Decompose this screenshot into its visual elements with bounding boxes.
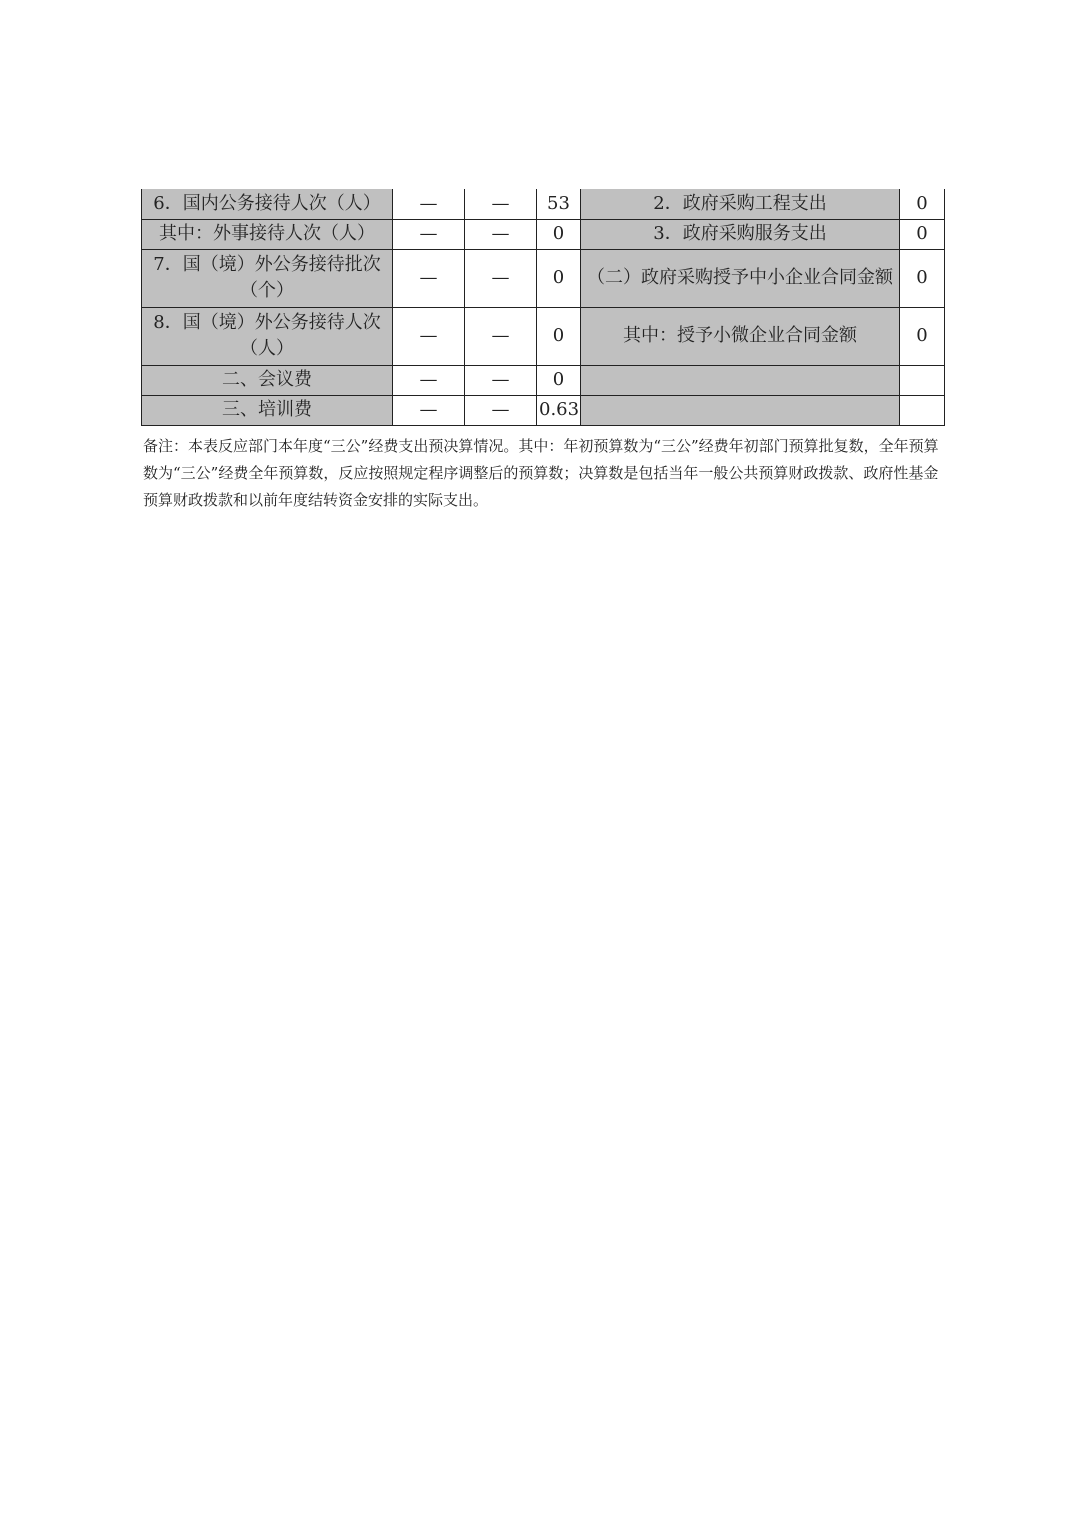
procurement-value bbox=[900, 395, 945, 425]
budget-initial-cell: — bbox=[393, 365, 465, 395]
final-account-cell: 0.63 bbox=[537, 395, 581, 425]
table-row bbox=[142, 365, 945, 395]
row-label: 6．国内公务接待人次（人） bbox=[142, 189, 393, 219]
procurement-label: 其中：授予小微企业合同金额 bbox=[581, 307, 900, 365]
budget-initial-cell: — bbox=[393, 189, 465, 219]
row-label: 8．国（境）外公务接待人次（人） bbox=[142, 307, 393, 365]
procurement-value: 0 bbox=[900, 219, 945, 249]
budget-full-year-cell: — bbox=[465, 307, 537, 365]
budget-initial-cell: — bbox=[393, 395, 465, 425]
table-row bbox=[142, 395, 945, 425]
table-row bbox=[142, 219, 945, 249]
table-row bbox=[142, 189, 945, 219]
procurement-label bbox=[581, 365, 900, 395]
budget-full-year-cell: — bbox=[465, 249, 537, 307]
table-row bbox=[142, 307, 945, 365]
procurement-value: 0 bbox=[900, 189, 945, 219]
row-label: 7．国（境）外公务接待批次（个） bbox=[142, 249, 393, 307]
row-label: 其中：外事接待人次（人） bbox=[142, 219, 393, 249]
procurement-label: 3．政府采购服务支出 bbox=[581, 219, 900, 249]
budget-full-year-cell: — bbox=[465, 395, 537, 425]
budget-initial-cell: — bbox=[393, 249, 465, 307]
row-label: 二、会议费 bbox=[142, 365, 393, 395]
final-account-cell: 0 bbox=[537, 219, 581, 249]
procurement-label bbox=[581, 395, 900, 425]
three-public-expenses-table bbox=[141, 189, 945, 426]
row-label: 三、培训费 bbox=[142, 395, 393, 425]
budget-full-year-cell: — bbox=[465, 365, 537, 395]
budget-full-year-cell: — bbox=[465, 219, 537, 249]
procurement-value bbox=[900, 365, 945, 395]
final-account-cell: 0 bbox=[537, 365, 581, 395]
table-row bbox=[142, 249, 945, 307]
final-account-cell: 0 bbox=[537, 249, 581, 307]
procurement-value: 0 bbox=[900, 307, 945, 365]
budget-initial-cell: — bbox=[393, 219, 465, 249]
procurement-value: 0 bbox=[900, 249, 945, 307]
procurement-label: 2．政府采购工程支出 bbox=[581, 189, 900, 219]
table-footnote: 备注：本表反应部门本年度“三公”经费支出预决算情况。其中：年初预算数为“三公”经费年初部门预算批复数，全年预算数为“三公”经费全年预算数，反应按照规定程序调整后的预算数；决算数是包括当年一般公共预算财政拨款、政府性基金预算财政拨款和以前年度结转资金安排的实际支出。 bbox=[143, 437, 939, 509]
final-account-cell: 0 bbox=[537, 307, 581, 365]
procurement-label: （二）政府采购授予中小企业合同金额 bbox=[581, 249, 900, 307]
budget-initial-cell: — bbox=[393, 307, 465, 365]
budget-full-year-cell: — bbox=[465, 189, 537, 219]
final-account-cell: 53 bbox=[537, 189, 581, 219]
